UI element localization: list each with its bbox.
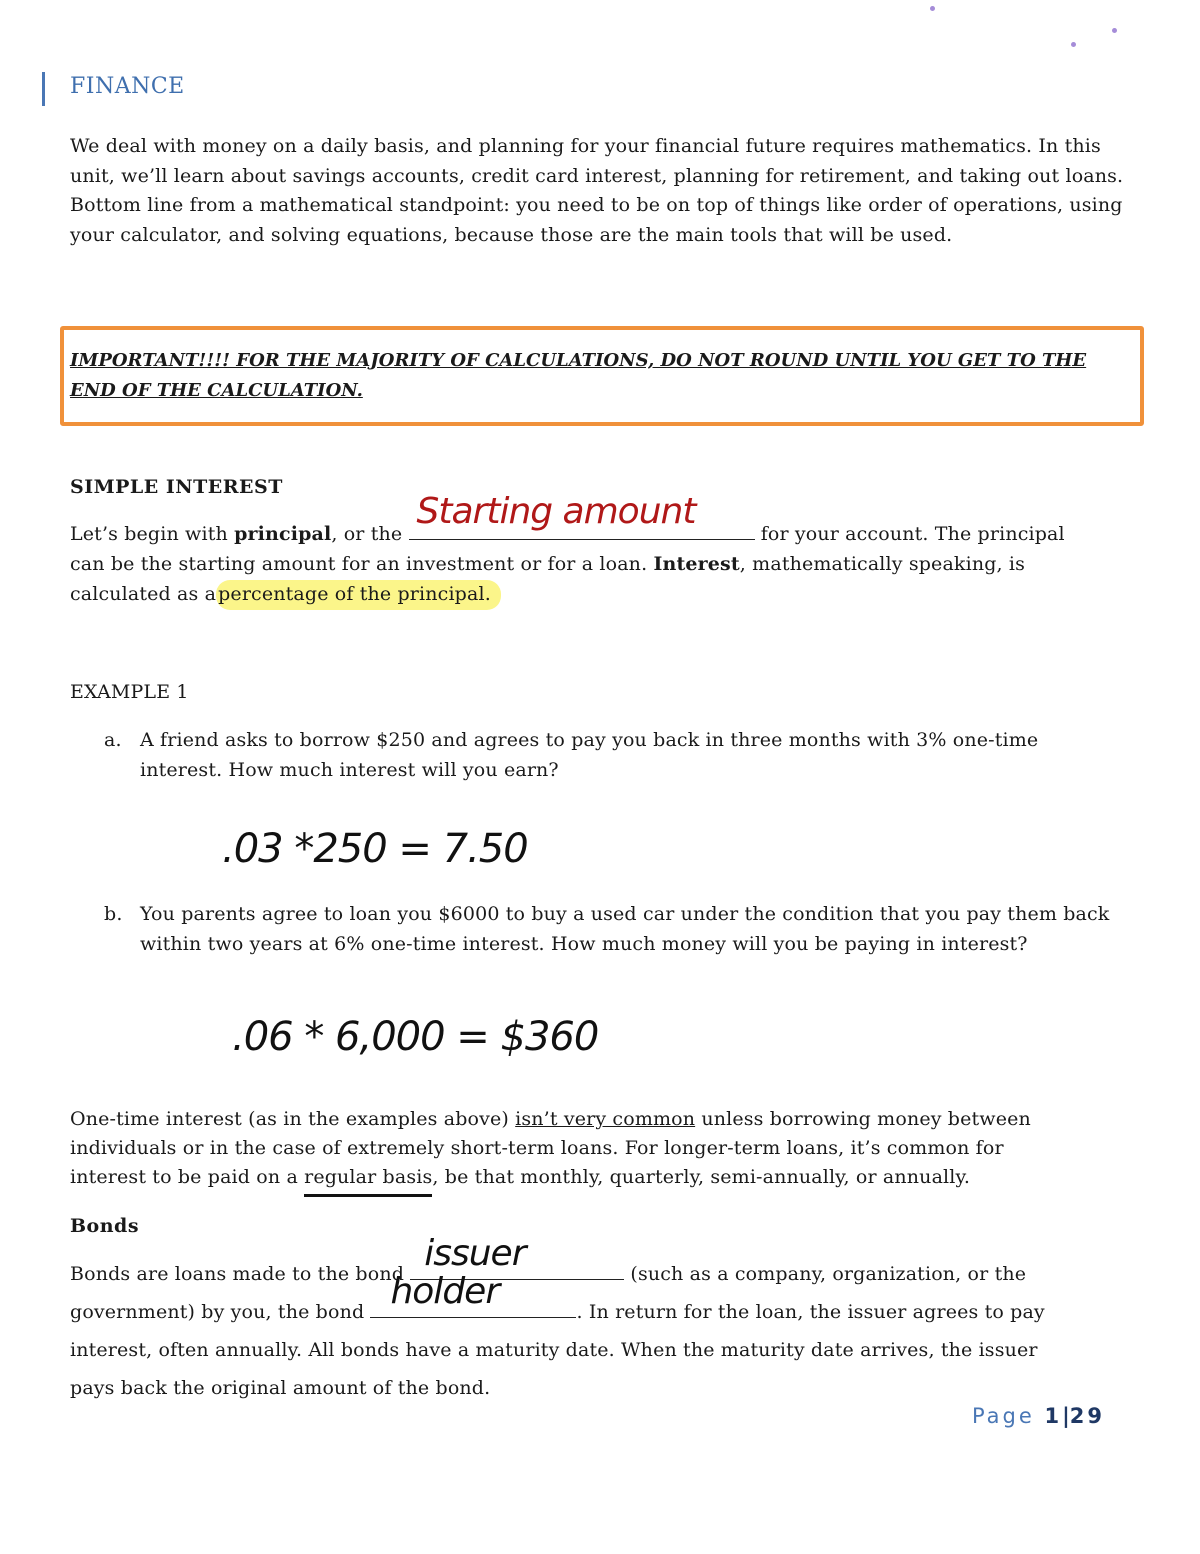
term-interest: Interest bbox=[653, 553, 740, 575]
question-text: A friend asks to borrow $250 and agrees to pay you back in three months with 3% one-time interest. How much interest will you earn? bbox=[140, 729, 1039, 781]
handwritten-answer: issuer bbox=[424, 1233, 526, 1274]
list-marker: b. bbox=[104, 903, 123, 925]
example-item-a bbox=[104, 726, 1154, 786]
handwritten-answer: Starting amount bbox=[416, 491, 696, 532]
list-marker: a. bbox=[104, 729, 122, 751]
example-title: EXAMPLE 1 bbox=[70, 681, 189, 703]
text: interest to be paid on a bbox=[70, 1166, 305, 1188]
underlined-text: regular basis bbox=[304, 1166, 432, 1197]
stray-mark bbox=[930, 6, 935, 11]
handwritten-answer-b: .06 * 6,000 = $360 bbox=[232, 1014, 599, 1060]
question-text: You parents agree to loan you $6000 to buy a used car under the condition that you pay them back within two years at 6% one-time interest. How much money will you be paying in interest? bbox=[140, 903, 1110, 955]
term-principal: principal bbox=[234, 523, 332, 545]
one-time-line-1 bbox=[70, 1105, 1031, 1135]
heading-accent-bar bbox=[42, 72, 45, 106]
page-number: Page 1|29 bbox=[971, 1404, 1105, 1428]
page-title: FINANCE bbox=[70, 74, 185, 99]
fill-in-blank bbox=[409, 491, 755, 540]
stray-mark bbox=[1112, 28, 1117, 33]
text: Bonds are loans made to the bond bbox=[70, 1263, 411, 1285]
fill-in-blank bbox=[370, 1271, 576, 1318]
text: Let’s begin with bbox=[70, 523, 235, 545]
text: . In return for the loan, the issuer agrees to pay bbox=[576, 1301, 1045, 1323]
text: can be the starting amount for an investment or for a loan. bbox=[70, 553, 654, 575]
text: One-time interest (as in the examples above) bbox=[70, 1108, 516, 1130]
text: , mathematically speaking, is bbox=[739, 553, 1026, 575]
handwritten-answer: holder bbox=[390, 1271, 500, 1312]
important-note: IMPORTANT!!!! FOR THE MAJORITY OF CALCULATIONS, DO NOT ROUND UNTIL YOU GET TO THE END OF THE CALCULATION. bbox=[70, 350, 1087, 401]
highlighted-text: percentage of the principal. bbox=[216, 580, 501, 610]
principal-line-2 bbox=[70, 550, 1025, 580]
section-title-simple-interest: SIMPLE INTEREST bbox=[70, 476, 283, 498]
one-time-line-3 bbox=[70, 1163, 970, 1193]
bonds-line-3: interest, often annually. All bonds have a maturity date. When the maturity date arrives, the issuer bbox=[70, 1339, 1038, 1361]
page-label: Page bbox=[971, 1404, 1035, 1428]
text: government) by you, the bond bbox=[70, 1301, 371, 1323]
current-page: 1 bbox=[1044, 1404, 1063, 1428]
principal-line-1 bbox=[70, 491, 1065, 550]
bonds-line-4: pays back the original amount of the bond. bbox=[70, 1377, 491, 1399]
total-pages: 29 bbox=[1069, 1404, 1105, 1428]
handwritten-answer-a: .03 *250 = 7.50 bbox=[222, 826, 528, 872]
text: , or the bbox=[331, 523, 409, 545]
intro-paragraph: We deal with money on a daily basis, and planning for your financial future requires mathematics. In this unit, we’ll learn about savings accounts, credit card interest, planning for retirement, and taking out loans. Bottom line from a mathematical standpoint: you need to be on top of things like order of operations, using your calculator, and solving equations, because those are the main tools that will be used. bbox=[70, 135, 1124, 246]
principal-line-3 bbox=[70, 580, 501, 610]
example-item-b bbox=[104, 900, 1154, 990]
text: for your account. The principal bbox=[754, 523, 1065, 545]
one-time-line-2: individuals or in the case of extremely short-term loans. For longer-term loans, it’s common for bbox=[70, 1137, 1004, 1159]
text: unless borrowing money between bbox=[695, 1108, 1031, 1130]
underlined-text: isn’t very common bbox=[515, 1108, 696, 1130]
stray-mark bbox=[1071, 42, 1076, 47]
text: , be that monthly, quarterly, semi-annually, or annually. bbox=[432, 1166, 971, 1188]
text: (such as a company, organization, or the bbox=[624, 1263, 1027, 1285]
section-title-bonds: Bonds bbox=[70, 1215, 140, 1237]
text: calculated as a bbox=[70, 583, 217, 605]
bonds-line-1 bbox=[70, 1233, 1027, 1290]
